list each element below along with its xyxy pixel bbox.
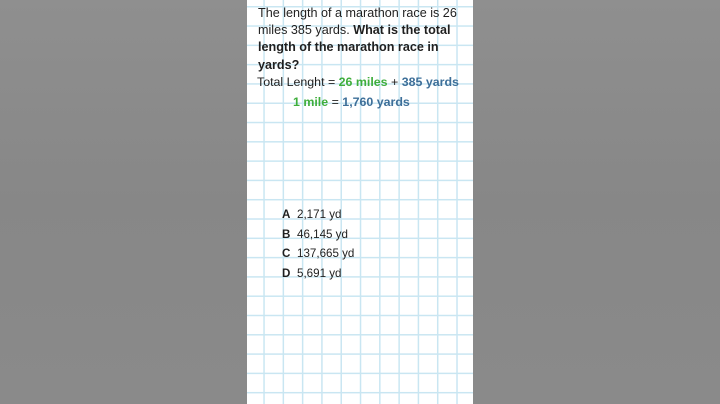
option-letter: D: [282, 266, 291, 280]
answer-options: [282, 205, 354, 283]
option-letter: C: [282, 247, 291, 261]
conversion-equals: =: [331, 95, 339, 109]
option-d[interactable]: [282, 264, 354, 284]
option-letter: B: [282, 227, 291, 241]
question-statement: The length of a marathon race is 26 miles 385 yards.: [258, 6, 457, 38]
option-value: 46,145 yd: [297, 227, 348, 241]
option-value: 5,691 yd: [297, 266, 342, 280]
total-length-label: Total Lenght =: [257, 75, 336, 89]
conversion-equation: [293, 95, 410, 109]
total-length-equation: [257, 75, 459, 89]
miles-term: 26 miles: [338, 75, 388, 89]
conversion-left: 1 mile: [293, 95, 329, 109]
blurred-background-left: [0, 0, 247, 404]
option-value: 2,171 yd: [297, 208, 342, 222]
option-c[interactable]: [282, 244, 354, 264]
question-text: [258, 5, 470, 74]
conversion-right: 1,760 yards: [342, 95, 410, 109]
plus-sign: +: [391, 75, 399, 89]
option-b[interactable]: [282, 225, 354, 245]
question-card: [247, 0, 473, 404]
question-prompt: What is the total length of the marathon race in yards?: [258, 23, 451, 72]
yards-term: 385 yards: [401, 75, 459, 89]
option-a[interactable]: [282, 205, 354, 225]
option-letter: A: [282, 208, 291, 222]
option-value: 137,665 yd: [297, 247, 355, 261]
blurred-background-right: [473, 0, 720, 404]
